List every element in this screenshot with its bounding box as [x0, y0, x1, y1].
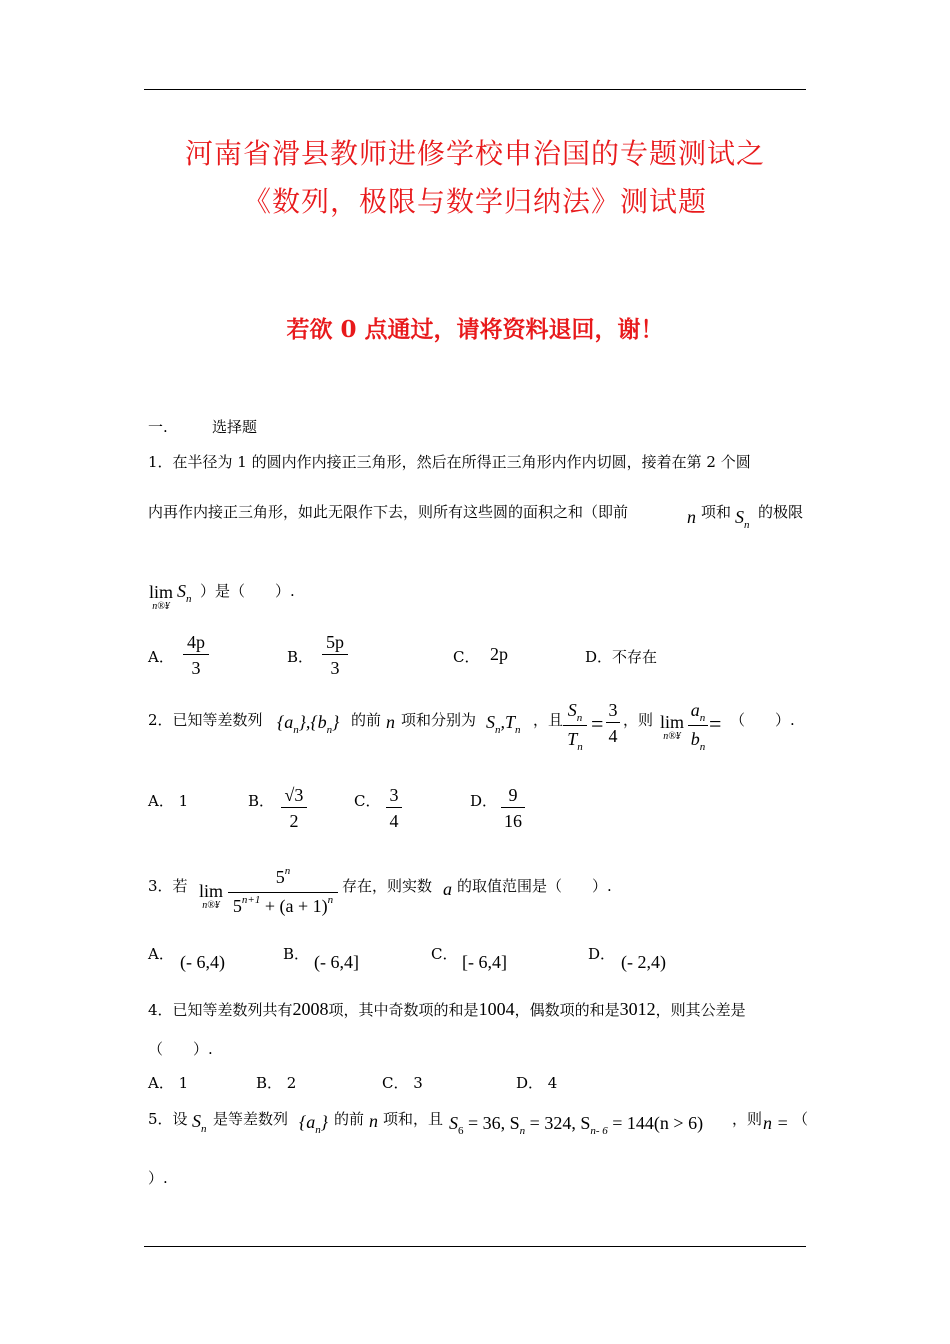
q4-option-d: D． 4 [516, 1074, 558, 1092]
q5-seq-end: } [320, 1112, 328, 1132]
q4-v3: 3012 [619, 999, 656, 1019]
q2-seqs [277, 712, 340, 736]
q1-b-den: 3 [330, 658, 340, 678]
q3-limit [196, 882, 226, 911]
q2-ab-bar [688, 725, 708, 726]
q2-ratio-num-sub: n [576, 712, 583, 724]
q3-den-sup2: n [327, 894, 334, 906]
q5-t3: 项和，且 [383, 1110, 444, 1128]
notice: 若欲 0 点通过，请将资料退回，谢！ [286, 316, 664, 343]
q2-text2: 项和分别为 [401, 711, 477, 729]
q5-eq-d: = 144(n > 6) [607, 1113, 704, 1133]
q1-S-letter: S [735, 507, 744, 527]
q3-option-d-val: (- 2,4) [621, 952, 666, 972]
q2-ratio-den-letter: T [567, 729, 578, 749]
q1-option-b-label: B． [287, 648, 314, 666]
q3-den-base: 5 [232, 896, 242, 916]
q2-n: n [386, 712, 395, 732]
q1-lim-S [177, 581, 192, 605]
q4-v1: 2008 [292, 999, 329, 1019]
top-rule [144, 89, 806, 90]
q5-line2: ）. [148, 1169, 168, 1187]
q2-lead: 2．已知等差数列 [148, 711, 263, 729]
q2-ST [486, 712, 521, 736]
q1-option-c-label: C． [453, 648, 480, 666]
q2-ab-frac [688, 699, 708, 753]
q1-line2: 内再作内接正三角形，如此无限作下去，则所有这些圆的面积之和（即前 [148, 503, 629, 521]
q5-seq-sub: n [315, 1124, 321, 1136]
q2-value-den: 4 [608, 726, 618, 746]
q2-S: S [486, 712, 495, 732]
q2-seq-end: } [332, 712, 340, 732]
q2-S-sub: n [495, 724, 501, 736]
q5-answer: n = [763, 1113, 789, 1133]
q2-ab-num-sub: n [699, 712, 706, 724]
q3-option-b-val: (- 6,4] [314, 952, 359, 972]
section-name: 选择题 [212, 418, 258, 436]
q3-frac [228, 866, 338, 920]
q2-ab-num-letter: a [690, 700, 700, 720]
q3-option-a-label: A． [148, 945, 174, 963]
q2-ab-den [688, 728, 708, 753]
q1-lim-S-sub: n [186, 593, 192, 605]
q2-ratio-bar [563, 725, 587, 726]
q3-text1: 存在，则实数 [342, 877, 433, 895]
q2-d-bar [501, 807, 525, 808]
q2-b-bar [281, 807, 307, 808]
q2-ab-num [688, 699, 708, 724]
q1-option-c-val: 2p [490, 644, 508, 664]
q3-bar [228, 892, 338, 893]
page-title-line2: 《数列，极限与数学归纳法》测试题 [242, 185, 707, 218]
q2-lim-word: lim [659, 712, 684, 732]
q2-option-b-label: B． [248, 792, 275, 810]
q3-a: a [443, 879, 452, 899]
q5-eq-a-sub: 6 [458, 1125, 464, 1137]
q2-ratio-num-letter: S [567, 700, 577, 720]
section-number: 一. [148, 418, 168, 436]
q5-t4: ，则 [732, 1110, 763, 1128]
q2-T: ,T [500, 712, 516, 732]
q2-c-bar [386, 807, 402, 808]
q1-mid: 项和 [701, 503, 732, 521]
q5-paren: （ [793, 1110, 809, 1128]
q3-option-b-label: B． [283, 945, 310, 963]
q5-eq-b: = 36, S [463, 1113, 520, 1133]
q1-S [735, 507, 750, 531]
q2-seq-mid: },{b [298, 712, 327, 732]
q5-lead: 5．设 [148, 1110, 188, 1128]
q2-limit [657, 713, 687, 742]
q4-line2: （ ）. [148, 1040, 213, 1058]
q4-t2: ，偶数项的和是 [514, 1001, 620, 1019]
q4-option-b: B． 2 [256, 1074, 297, 1092]
q1-a-bar [183, 654, 209, 655]
q2-option-b-frac [281, 784, 307, 832]
q1-lim-S-letter: S [177, 581, 186, 601]
q5-eq-c: = 324, S [525, 1113, 591, 1133]
q2-ratio-num [563, 699, 587, 724]
q2-text4: ，则 [623, 711, 654, 729]
q5-eq-a: S [449, 1113, 458, 1133]
q2-b-den: 2 [289, 811, 299, 831]
q3-num [228, 866, 338, 891]
q3-lead: 3．若 [148, 877, 188, 895]
q2-tail: （ ）. [730, 711, 795, 729]
q2-b-num: √3 [284, 785, 304, 805]
q2-eq: = [591, 711, 604, 736]
q1-b-num: 5p [326, 632, 344, 652]
q2-text3: ，且 [533, 711, 564, 729]
q5-eq-b-sub: n [519, 1125, 526, 1137]
q5-eq-c-sub: n- 6 [590, 1125, 608, 1137]
q1-b-bar [322, 654, 348, 655]
bottom-rule [144, 1246, 806, 1247]
q1-a-num: 4p [187, 632, 205, 652]
q2-ab-den-sub: n [699, 741, 706, 753]
q5-S-letter: S [192, 1111, 201, 1131]
q2-option-d-frac [501, 784, 525, 832]
q5-seq-a: {a [299, 1112, 316, 1132]
q2-seq-a: {a [277, 712, 294, 732]
q3-den [228, 895, 338, 920]
q5-equation [449, 1113, 704, 1137]
q2-ab-den-letter: b [690, 729, 700, 749]
q3-option-c-label: C． [431, 945, 458, 963]
q3-den-sup: n+1 [241, 894, 261, 906]
q2-ratio-den-sub: n [577, 741, 583, 753]
q3-option-c-val: [- 6,4] [462, 952, 507, 972]
q4-lead: 4．已知等差数列共有 [148, 1001, 293, 1019]
q2-option-c-label: C． [354, 792, 381, 810]
q2-option-a: A． 1 [148, 792, 189, 810]
q3-num-sup: n [284, 865, 291, 877]
q1-option-b-frac [322, 631, 348, 679]
q3-den-rest: + (a + 1) [260, 896, 328, 916]
q5-S-sub: n [201, 1123, 207, 1135]
q5-seq [299, 1112, 328, 1136]
q2-eq2: = [709, 711, 722, 736]
q5-t1: 是等差数列 [213, 1110, 289, 1128]
q2-value-num: 3 [608, 700, 618, 720]
q2-sub1: n [293, 724, 299, 736]
q1-option-a-label: A． [148, 648, 174, 666]
q1-lim-under: n®¥ [152, 601, 170, 612]
q4-v2: 1004 [478, 999, 515, 1019]
q5-t2: 的前 [334, 1110, 365, 1128]
q1-n: n [687, 507, 696, 527]
q2-d-den: 16 [504, 811, 522, 831]
q1-lim-word: lim [148, 582, 173, 602]
q3-text2: 的取值范围是（ ）. [457, 877, 612, 895]
q3-lim-word: lim [198, 881, 223, 901]
q2-value-bar [606, 722, 620, 723]
q2-value-frac [606, 699, 620, 747]
q1-tail: ）是（ ）. [200, 582, 295, 600]
page-title-line1: 河南省滑县教师进修学校申治国的专题测试之 [184, 137, 765, 170]
q1-end: 的极限 [758, 503, 804, 521]
q1-option-a-frac [183, 631, 209, 679]
q2-sub2: n [326, 724, 333, 736]
q1-line1: 1．在半径为 1 的圆内作内接正三角形，然后在所得正三角形内作内切圆，接着在第 2 个圆 [148, 453, 751, 471]
q1-option-d: D．不存在 [585, 648, 658, 666]
q3-num-base: 5 [275, 867, 285, 887]
q4-t1: 项，其中奇数项的和是 [328, 1001, 479, 1019]
q4-line1 [148, 999, 746, 1020]
q2-option-c-frac [386, 784, 402, 832]
q2-lim-under: n®¥ [663, 731, 681, 742]
q2-c-den: 4 [389, 811, 399, 831]
q1-S-sub: n [744, 519, 750, 531]
q4-option-a: A． 1 [148, 1074, 189, 1092]
q2-d-num: 9 [508, 785, 518, 805]
q2-c-num: 3 [389, 785, 399, 805]
q4-option-c: C． 3 [382, 1074, 423, 1092]
q2-option-d-label: D． [470, 792, 498, 810]
q3-lim-under: n®¥ [202, 900, 220, 911]
q3-option-a-val: (- 6,4) [180, 952, 225, 972]
q1-limit [146, 583, 176, 612]
q2-T-sub: n [515, 724, 521, 736]
q2-ratio-den [563, 728, 587, 753]
q2-ratio-frac [563, 699, 587, 753]
q1-a-den: 3 [191, 658, 201, 678]
q2-text1: 的前 [351, 711, 382, 729]
q3-option-d-label: D． [588, 945, 616, 963]
q4-t3: ，则其公差是 [655, 1001, 746, 1019]
q5-S [192, 1111, 207, 1135]
q5-n: n [369, 1111, 378, 1131]
